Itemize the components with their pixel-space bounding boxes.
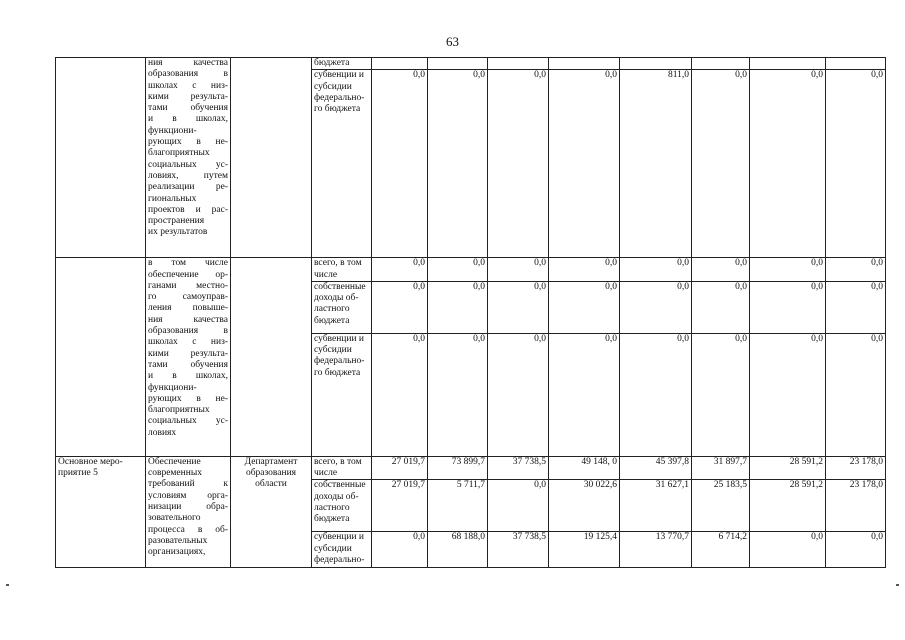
value-cell: 25 183,5 (692, 480, 750, 532)
funding-source-cell (312, 281, 372, 333)
value-cell: 28 591,2 (750, 480, 826, 532)
value-cell: 0,0 (826, 333, 886, 456)
funding-source-cell-line: федерально- (314, 356, 365, 367)
description-cell-line: социальных ус- (148, 416, 228, 427)
value-cell: 6 714,2 (692, 532, 750, 568)
budget-table (55, 57, 886, 568)
value-cell: 0,0 (549, 258, 620, 282)
description-cell-line: ганами местно- (148, 280, 228, 291)
activity-cell-line: приятие 5 (58, 468, 98, 479)
funding-source-cell-line: субвенции и (314, 70, 364, 81)
value-cell: 0,0 (750, 333, 826, 456)
value-cell (488, 58, 549, 70)
description-cell-line: кими результа- (148, 348, 228, 359)
value-cell: 0,0 (372, 281, 428, 333)
description-cell-line: школах с низ- (148, 80, 228, 91)
value-cell: 49 148, 0 (549, 456, 620, 480)
value-cell: 0,0 (488, 281, 549, 333)
description-cell-line: низации обра- (148, 502, 228, 513)
value-cell: 31 897,7 (692, 456, 750, 480)
funding-source-cell-line: субвенции и (314, 532, 364, 543)
funding-source-cell-line: бюджета (314, 58, 350, 68)
funding-source-cell (312, 456, 372, 480)
value-cell: 37 738,5 (488, 456, 549, 480)
funding-source-cell-line: собственные (314, 480, 366, 491)
funding-source-cell-line: субвенции и (314, 333, 364, 344)
description-cell-line: их результатов (148, 227, 208, 238)
value-cell: 23 178,0 (826, 456, 886, 480)
value-cell: 0,0 (620, 281, 692, 333)
description-cell-line: обеспечение ор- (148, 269, 228, 280)
description-cell-line: тами обучения (148, 103, 228, 114)
value-cell: 19 125,4 (549, 532, 620, 568)
activity-cell (56, 258, 146, 457)
description-cell-line: тами обучения (148, 359, 228, 370)
value-cell: 0,0 (826, 532, 886, 568)
value-cell: 0,0 (750, 532, 826, 568)
value-cell: 27 019,7 (372, 480, 428, 532)
value-cell: 0,0 (428, 281, 488, 333)
activity-cell-line: Основное меро- (58, 456, 123, 467)
description-cell-line: Обеспечение (148, 456, 201, 467)
value-cell: 0,0 (549, 70, 620, 258)
description-cell-line: рующих в не- (148, 393, 228, 404)
value-cell: 0,0 (428, 333, 488, 456)
value-cell: 45 397,8 (620, 456, 692, 480)
activity-cell (56, 58, 146, 258)
value-cell: 0,0 (750, 70, 826, 258)
scan-mark-left (6, 584, 9, 586)
funding-source-cell-line: доходы об- (314, 293, 359, 304)
description-cell-line: пространения (148, 216, 205, 227)
funding-source-cell-line: ластного (314, 503, 350, 514)
value-cell: 811,0 (620, 70, 692, 258)
description-cell-line: условиям орга- (148, 490, 228, 501)
table-row (56, 456, 886, 480)
funding-source-cell-line: числе (314, 269, 338, 280)
value-cell: 37 738,5 (488, 532, 549, 568)
value-cell: 0,0 (428, 258, 488, 282)
funding-source-cell-line: собственные (314, 281, 366, 292)
value-cell: 0,0 (372, 258, 428, 282)
value-cell (372, 58, 428, 70)
funding-source-cell (312, 532, 372, 568)
funding-source-cell-line: всего, в том (314, 258, 362, 269)
value-cell (428, 58, 488, 70)
description-cell-line: процесса в об- (148, 524, 228, 535)
table-row (56, 258, 886, 282)
value-cell: 31 627,1 (620, 480, 692, 532)
description-cell-line: ления повыше- (148, 303, 228, 314)
value-cell: 0,0 (488, 258, 549, 282)
description-cell-line: проектов и рас- (148, 204, 228, 215)
value-cell (750, 58, 826, 70)
description-cell-line: в том числе (148, 258, 228, 269)
value-cell: 5 711,7 (428, 480, 488, 532)
description-cell-line: школах с низ- (148, 337, 228, 348)
value-cell: 0,0 (428, 70, 488, 258)
description-cell-line: реализации ре- (148, 182, 228, 193)
executor-cell-line: образования (245, 468, 297, 479)
description-cell-line: благоприятных (148, 148, 210, 159)
description-cell-line: социальных ус- (148, 159, 228, 170)
value-cell: 27 019,7 (372, 456, 428, 480)
description-cell (146, 456, 231, 568)
description-cell-line: кими результа- (148, 91, 228, 102)
funding-source-cell (312, 258, 372, 282)
description-cell-line: разовательных (148, 535, 208, 546)
value-cell: 0,0 (372, 70, 428, 258)
activity-cell (56, 456, 146, 568)
description-cell-line: современных (148, 468, 202, 479)
executor-cell (231, 258, 312, 457)
executor-cell (231, 58, 312, 258)
description-cell-line: благоприятных (148, 405, 210, 416)
funding-source-cell-line: субсидии (314, 543, 352, 554)
description-cell-line: функциони- (148, 382, 197, 393)
table-row (56, 58, 886, 70)
description-cell-line: функциони- (148, 125, 197, 136)
value-cell: 0,0 (692, 281, 750, 333)
funding-source-cell-line: федерально- (314, 92, 365, 103)
executor-cell (231, 456, 312, 568)
value-cell (692, 58, 750, 70)
value-cell: 73 899,7 (428, 456, 488, 480)
value-cell: 0,0 (620, 258, 692, 282)
executor-cell-line: области (255, 479, 287, 490)
executor-cell-line: Департамент (244, 456, 298, 467)
value-cell: 0,0 (692, 258, 750, 282)
page-number: 63 (446, 34, 459, 49)
value-cell: 0,0 (750, 258, 826, 282)
value-cell: 0,0 (750, 281, 826, 333)
value-cell: 68 188,0 (428, 532, 488, 568)
value-cell: 0,0 (826, 70, 886, 258)
funding-source-cell-line: субсидии (314, 345, 352, 356)
description-cell-line: ловиях (148, 427, 177, 438)
funding-source-cell (312, 70, 372, 258)
value-cell: 13 770,7 (620, 532, 692, 568)
value-cell: 0,0 (549, 333, 620, 456)
value-cell: 0,0 (549, 281, 620, 333)
value-cell: 0,0 (372, 532, 428, 568)
description-cell-line: и в школах, (148, 114, 228, 125)
funding-source-cell-line: числе (314, 468, 338, 479)
scan-mark-right (896, 584, 899, 586)
description-cell-line: образования в (148, 326, 228, 337)
description-cell (146, 258, 231, 457)
funding-source-cell-line: федерально- (314, 555, 365, 566)
value-cell: 0,0 (488, 480, 549, 532)
value-cell: 23 178,0 (826, 480, 886, 532)
value-cell: 0,0 (372, 333, 428, 456)
value-cell (826, 58, 886, 70)
value-cell: 0,0 (620, 333, 692, 456)
funding-source-cell-line: доходы об- (314, 491, 359, 502)
value-cell: 0,0 (826, 281, 886, 333)
description-cell-line: зовательного (148, 513, 201, 524)
description-cell (146, 58, 231, 258)
value-cell (549, 58, 620, 70)
value-cell: 0,0 (826, 258, 886, 282)
description-cell-line: гиональных (148, 193, 197, 204)
funding-source-cell-line: субсидии (314, 81, 352, 92)
funding-source-cell-line: го бюджета (314, 104, 361, 115)
funding-source-cell (312, 333, 372, 456)
value-cell: 28 591,2 (750, 456, 826, 480)
funding-source-cell (312, 58, 372, 70)
funding-source-cell (312, 480, 372, 532)
description-cell-line: рующих в не- (148, 137, 228, 148)
funding-source-cell-line: бюджета (314, 514, 350, 525)
value-cell: 30 022,6 (549, 480, 620, 532)
value-cell: 0,0 (692, 333, 750, 456)
funding-source-cell-line: всего, в том (314, 456, 362, 467)
funding-source-cell-line: бюджета (314, 315, 350, 326)
description-cell-line: организациях, (148, 547, 206, 558)
funding-source-cell-line: ластного (314, 304, 350, 315)
description-cell-line: требований к (148, 479, 228, 490)
funding-source-cell-line: го бюджета (314, 367, 361, 378)
value-cell: 0,0 (488, 333, 549, 456)
description-cell-line: го самоуправ- (148, 292, 228, 303)
description-cell-line: образования в (148, 69, 228, 80)
value-cell (620, 58, 692, 70)
value-cell: 0,0 (488, 70, 549, 258)
description-cell-line: ния качества (148, 314, 228, 325)
description-cell-line: ния качества (148, 58, 228, 68)
value-cell: 0,0 (692, 70, 750, 258)
description-cell-line: и в школах, (148, 371, 228, 382)
description-cell-line: ловиях, путем (148, 170, 228, 181)
